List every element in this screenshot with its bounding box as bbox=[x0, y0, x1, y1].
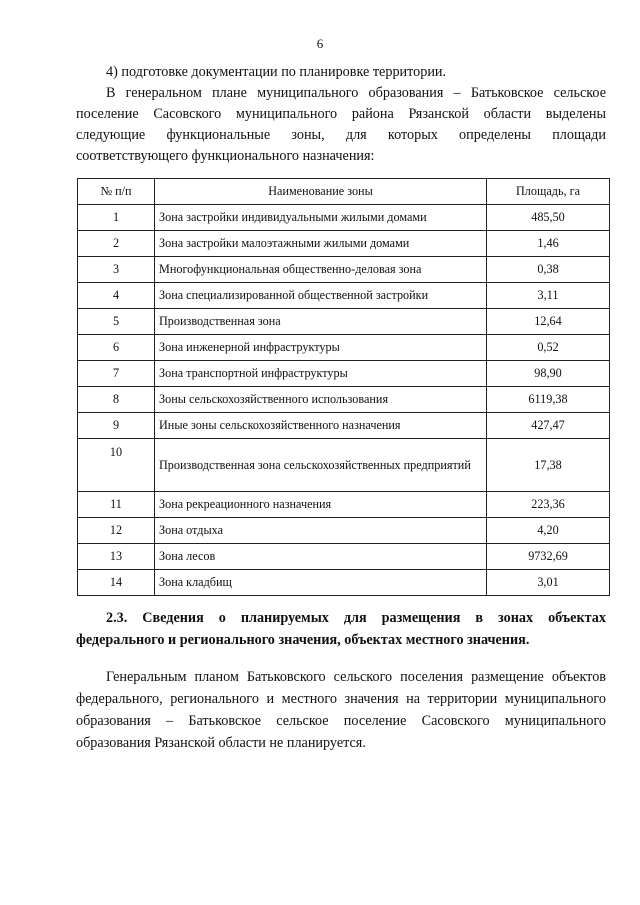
row-number: 11 bbox=[78, 492, 155, 518]
section-heading-line: федерального и регионального значения, объектах местного значения. bbox=[76, 632, 530, 648]
list-item-4-text: 4) подготовке документации по планировке территории. bbox=[106, 64, 447, 80]
page-number: 6 bbox=[316, 36, 324, 51]
row-number: 7 bbox=[78, 361, 155, 387]
zone-name: Производственная зона bbox=[155, 309, 487, 335]
row-number: 14 bbox=[78, 570, 155, 596]
plan-line: образования – Батьковское сельское поселение Сасовского муниципального bbox=[76, 713, 606, 729]
zone-area: 3,11 bbox=[487, 283, 610, 309]
plan-line: Генеральным планом Батьковского сельского поселения размещение объектов bbox=[106, 669, 606, 685]
row-number: 8 bbox=[78, 387, 155, 413]
table-row bbox=[78, 361, 610, 387]
zone-area: 9732,69 bbox=[487, 544, 610, 570]
zone-area: 12,64 bbox=[487, 309, 610, 335]
zone-area: 223,36 bbox=[487, 492, 610, 518]
row-number: 9 bbox=[78, 413, 155, 439]
intro-line: В генеральном плане муниципального образования – Батьковское сельское bbox=[106, 85, 606, 101]
zone-area: 17,38 bbox=[487, 439, 610, 492]
zone-area: 1,46 bbox=[487, 231, 610, 257]
table-row bbox=[78, 492, 610, 518]
list-item-4 bbox=[76, 62, 606, 83]
zone-name: Зона кладбищ bbox=[155, 570, 487, 596]
zone-area: 0,52 bbox=[487, 335, 610, 361]
table-row bbox=[78, 544, 610, 570]
table-row bbox=[78, 518, 610, 544]
zone-area: 6119,38 bbox=[487, 387, 610, 413]
zone-name: Зона инженерной инфраструктуры bbox=[155, 335, 487, 361]
row-number: 5 bbox=[78, 309, 155, 335]
table-row bbox=[78, 439, 610, 492]
table-row bbox=[78, 205, 610, 231]
table-row bbox=[78, 570, 610, 596]
intro-line: соответствующего функционального назначения: bbox=[76, 148, 375, 164]
table-row bbox=[78, 335, 610, 361]
section-heading-line: 2.3. Сведения о планируемых для размещения в зонах объектах bbox=[106, 610, 606, 626]
zone-area: 3,01 bbox=[487, 570, 610, 596]
zone-name: Зона отдыха bbox=[155, 518, 487, 544]
table-row bbox=[78, 387, 610, 413]
table-row bbox=[78, 231, 610, 257]
header-area: Площадь, га bbox=[487, 179, 610, 205]
row-number: 3 bbox=[78, 257, 155, 283]
zone-name: Зона рекреационного назначения bbox=[155, 492, 487, 518]
intro-paragraph bbox=[76, 83, 606, 167]
zone-name: Многофункциональная общественно-деловая зона bbox=[155, 257, 487, 283]
row-number: 2 bbox=[78, 231, 155, 257]
header-zone-name: Наименование зоны bbox=[155, 179, 487, 205]
zone-name: Зона застройки индивидуальными жилыми домами bbox=[155, 205, 487, 231]
table-header-row bbox=[78, 179, 610, 205]
zone-area: 0,38 bbox=[487, 257, 610, 283]
row-number: 1 bbox=[78, 205, 155, 231]
zone-name: Иные зоны сельскохозяйственного назначения bbox=[155, 413, 487, 439]
table-row bbox=[78, 257, 610, 283]
zone-name: Зона застройки малоэтажными жилыми домами bbox=[155, 231, 487, 257]
row-number: 13 bbox=[78, 544, 155, 570]
table-row bbox=[78, 309, 610, 335]
row-number: 6 bbox=[78, 335, 155, 361]
zone-name: Зоны сельскохозяйственного использования bbox=[155, 387, 487, 413]
zone-area: 98,90 bbox=[487, 361, 610, 387]
plan-paragraph bbox=[76, 666, 606, 754]
zone-name: Зона специализированной общественной застройки bbox=[155, 283, 487, 309]
table-row bbox=[78, 413, 610, 439]
row-number: 12 bbox=[78, 518, 155, 544]
zone-area: 4,20 bbox=[487, 518, 610, 544]
section-heading bbox=[76, 607, 606, 651]
zone-area: 427,47 bbox=[487, 413, 610, 439]
zone-area: 485,50 bbox=[487, 205, 610, 231]
zone-name: Зона транспортной инфраструктуры bbox=[155, 361, 487, 387]
plan-line: федерального, регионального и местного значения на территории муниципального bbox=[76, 691, 606, 707]
zone-name: Зона лесов bbox=[155, 544, 487, 570]
row-number: 10 bbox=[78, 439, 155, 492]
intro-line: поселение Сасовского муниципального района Рязанской области выделены bbox=[76, 106, 606, 122]
header-number: № п/п bbox=[78, 179, 155, 205]
zone-name: Производственная зона сельскохозяйственных предприятий bbox=[155, 439, 487, 492]
row-number: 4 bbox=[78, 283, 155, 309]
plan-line: образования Рязанской области не планируется. bbox=[76, 735, 366, 751]
table-row bbox=[78, 283, 610, 309]
zones-table bbox=[77, 178, 610, 596]
intro-line: следующие функциональные зоны, для которых определены площади bbox=[76, 127, 606, 143]
